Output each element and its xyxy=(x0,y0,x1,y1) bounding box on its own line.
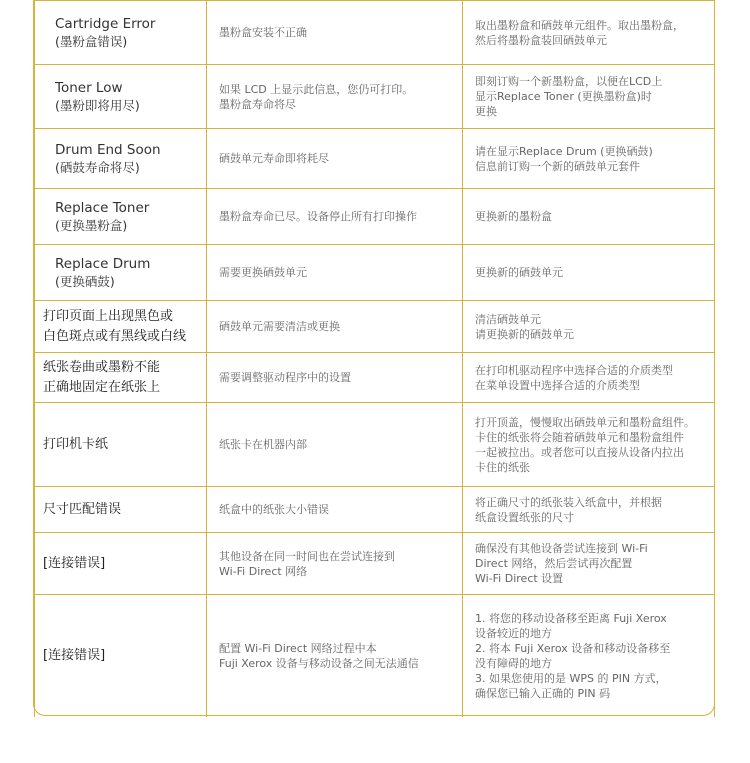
cell-cause xyxy=(207,189,463,245)
cause-text: 墨粉盒寿命已尽。设备停止所有打印操作 xyxy=(219,210,417,223)
cell-cause xyxy=(207,595,463,717)
cell-cause xyxy=(207,353,463,403)
cell-action xyxy=(463,65,715,129)
cell-action xyxy=(463,1,715,65)
message-en: Drum End Soon xyxy=(55,141,161,158)
cell-cause xyxy=(207,301,463,353)
cell-message xyxy=(35,533,207,595)
cell-message xyxy=(35,595,207,717)
message-en: Replace Drum xyxy=(55,255,151,272)
cause-text: 其他设备在同一时间也在尝试连接到 Wi-Fi Direct 网络 xyxy=(219,549,395,578)
table-row xyxy=(35,129,715,189)
cell-action xyxy=(463,245,715,301)
table-row xyxy=(35,353,715,403)
message-cn: 打印机卡纸 xyxy=(43,436,109,452)
cell-action xyxy=(463,487,715,533)
table-row xyxy=(35,245,715,301)
message-cn: [连接错误] xyxy=(43,555,106,571)
cause-text: 硒鼓单元寿命即将耗尽 xyxy=(219,152,329,165)
cause-text: 需要调整驱动程序中的设置 xyxy=(219,371,351,384)
cell-message xyxy=(35,189,207,245)
cell-message xyxy=(35,353,207,403)
action-text: 更换新的墨粉盒 xyxy=(475,210,552,223)
cell-message xyxy=(35,403,207,487)
action-text: 打开顶盖，慢慢取出硒鼓单元和墨粉盒组件。 卡住的纸张将会随着硒鼓单元和墨粉盒组件 一起被拉出。或者您可以直接从设备内拉出 卡住的纸张 xyxy=(475,415,695,474)
action-text: 即刻订购一个新墨粉盒，以便在LCD上 显示Replace Toner (更换墨粉盒)时 更换 xyxy=(475,75,663,118)
list-item: 1. 将您的移动设备移至距离 Fuji Xerox 设备较近的地方 xyxy=(475,611,667,640)
cell-message xyxy=(35,301,207,353)
cell-message xyxy=(35,65,207,129)
cause-text: 纸张卡在机器内部 xyxy=(219,438,307,451)
cell-action xyxy=(463,533,715,595)
message-cn: 纸张卷曲或墨粉不能 正确地固定在纸张上 xyxy=(43,359,161,395)
cell-cause xyxy=(207,245,463,301)
message-en: Toner Low xyxy=(55,79,123,96)
cell-action xyxy=(463,129,715,189)
message-cn: 打印页面上出现黑色或 白色斑点或有黑线或白线 xyxy=(43,308,187,344)
cell-action xyxy=(463,301,715,353)
cell-action xyxy=(463,595,715,717)
cause-text: 纸盒中的纸张大小错误 xyxy=(219,503,329,516)
message-en: Cartridge Error xyxy=(55,15,156,32)
action-text: 取出墨粉盒和硒鼓单元组件。取出墨粉盒， 然后将墨粉盒装回硒鼓单元 xyxy=(475,18,684,47)
message-cn: (更换硒鼓) xyxy=(55,273,115,289)
message-en: Replace Toner xyxy=(55,199,150,216)
action-text: 请在显示Replace Drum (更换硒鼓) 信息前订购一个新的硒鼓单元套件 xyxy=(475,144,653,173)
cause-text: 配置 Wi-Fi Direct 网络过程中本 Fuji Xerox 设备与移动设备之间无法通信 xyxy=(219,641,419,670)
cause-text: 需要更换硒鼓单元 xyxy=(219,266,307,279)
table-row xyxy=(35,403,715,487)
message-cn: (墨粉即将用尽) xyxy=(55,97,140,113)
list-item: 3. 如果您使用的是 WPS 的 PIN 方式， 确保您已输入正确的 PIN 码 xyxy=(475,671,667,700)
table-row xyxy=(35,65,715,129)
cause-text: 如果 LCD 上显示此信息，您仍可打印。 墨粉盒寿命将尽 xyxy=(219,82,414,111)
action-text: 清洁硒鼓单元 请更换新的硒鼓单元 xyxy=(475,312,574,341)
cell-message xyxy=(35,487,207,533)
action-text: 确保没有其他设备尝试连接到 Wi-Fi Direct 网络，然后尝试再次配置 Wi-Fi Direct 设置 xyxy=(475,542,648,585)
cell-cause xyxy=(207,129,463,189)
cell-action xyxy=(463,353,715,403)
message-cn: (硒鼓寿命将尽) xyxy=(55,159,140,175)
cell-action xyxy=(463,403,715,487)
table-row xyxy=(35,595,715,717)
message-cn: (墨粉盒错误) xyxy=(55,33,128,49)
table-row xyxy=(35,533,715,595)
message-cn: (更换墨粉盒) xyxy=(55,217,128,233)
action-steps xyxy=(471,611,706,701)
cell-message xyxy=(35,245,207,301)
error-table xyxy=(34,0,715,717)
message-cn: 尺寸匹配错误 xyxy=(43,501,122,517)
table-row xyxy=(35,189,715,245)
cell-action xyxy=(463,189,715,245)
action-text: 将正确尺寸的纸张装入纸盒中，并根据 纸盒设置纸张的尺寸 xyxy=(475,495,662,524)
cell-cause xyxy=(207,65,463,129)
list-item: 2. 将本 Fuji Xerox 设备和移动设备移至 没有障碍的地方 xyxy=(475,641,671,670)
cell-cause xyxy=(207,1,463,65)
action-text: 在打印机驱动程序中选择合适的介质类型 在菜单设置中选择合适的介质类型 xyxy=(475,363,673,392)
cell-cause xyxy=(207,403,463,487)
cell-message xyxy=(35,129,207,189)
cell-message xyxy=(35,1,207,65)
table-row xyxy=(35,487,715,533)
cause-text: 墨粉盒安装不正确 xyxy=(219,26,307,39)
cell-cause xyxy=(207,487,463,533)
table-row xyxy=(35,1,715,65)
cell-cause xyxy=(207,533,463,595)
message-cn: [连接错误] xyxy=(43,647,106,663)
cause-text: 硒鼓单元需要清洁或更换 xyxy=(219,320,340,333)
action-text: 更换新的硒鼓单元 xyxy=(475,266,563,279)
table-row xyxy=(35,301,715,353)
